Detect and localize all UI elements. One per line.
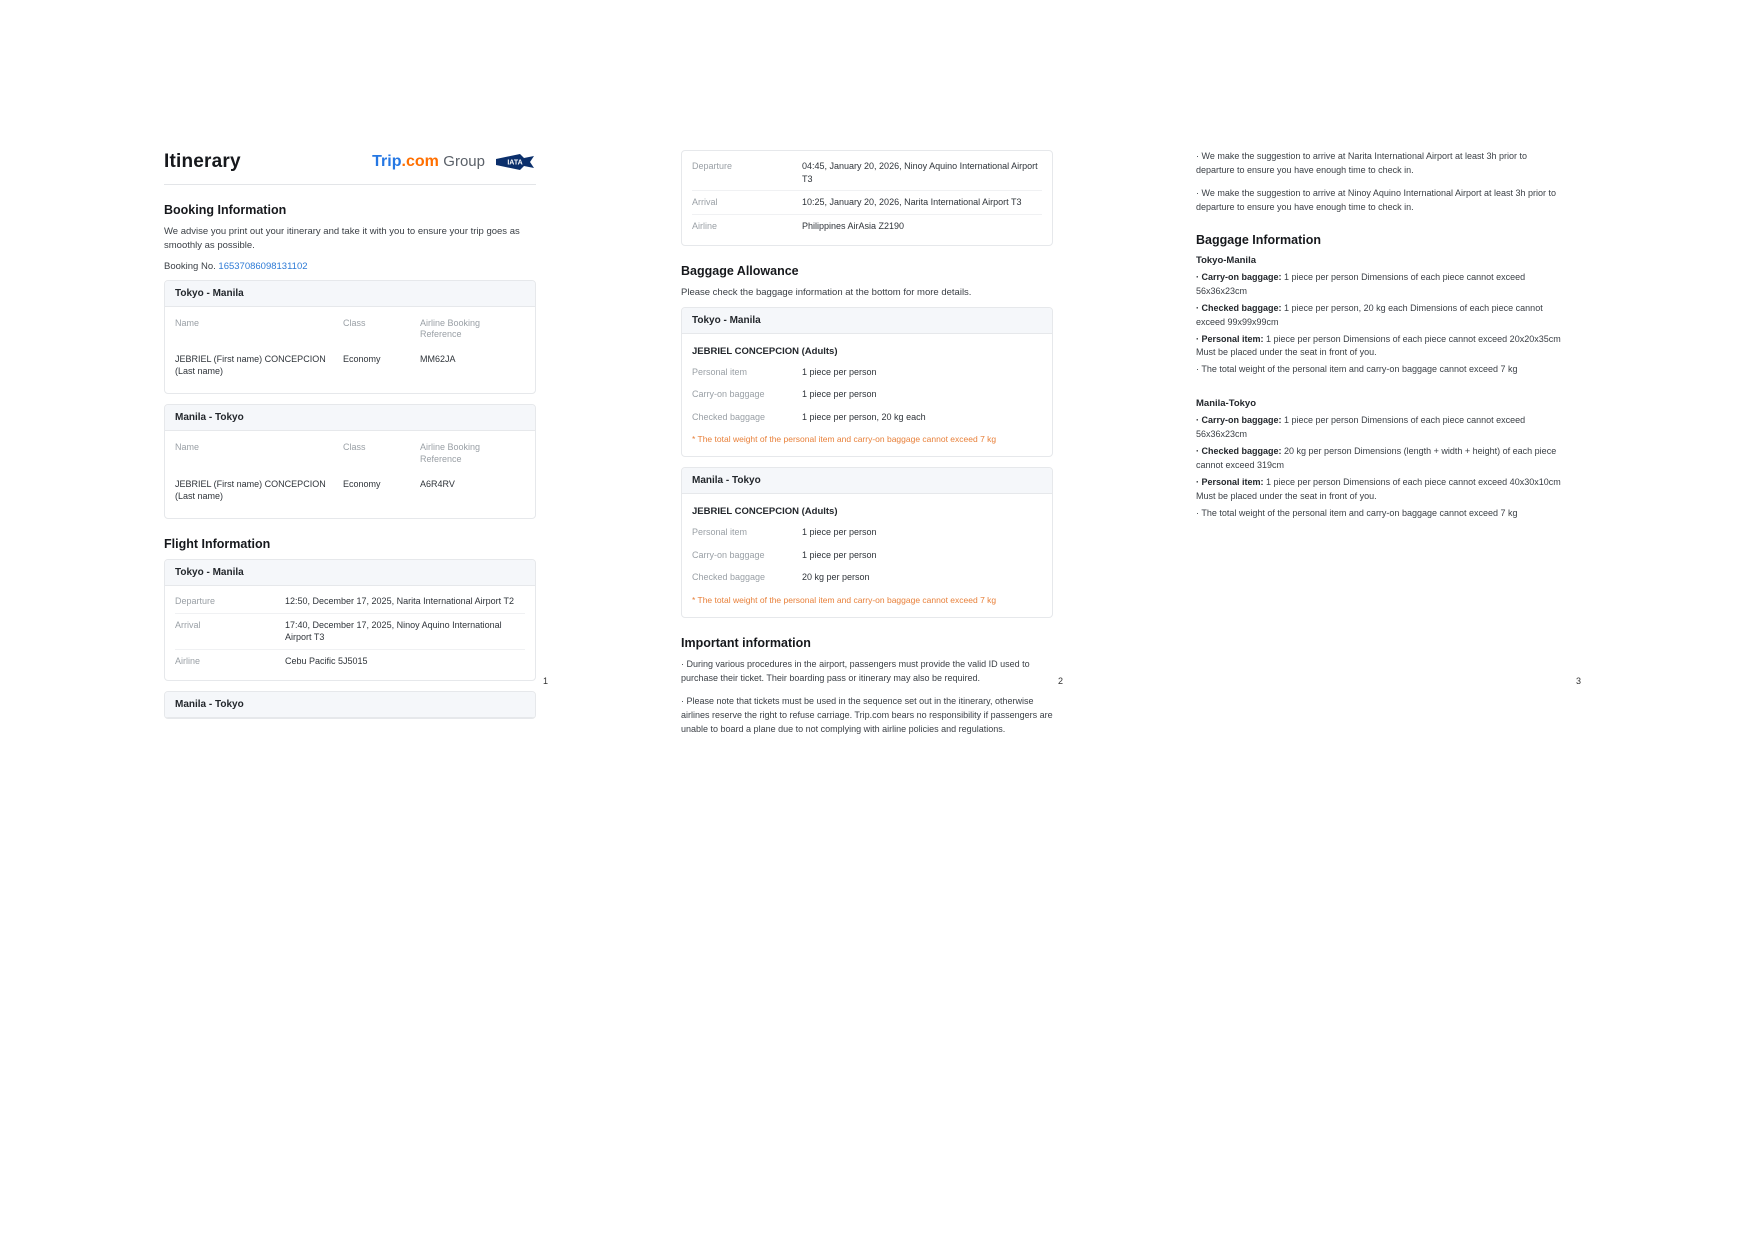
flight-airline-row bbox=[175, 649, 525, 673]
flight-arrival-row bbox=[692, 190, 1042, 214]
flight-departure-value: 04:45, January 20, 2026, Ninoy Aquino International Airport T3 bbox=[802, 161, 1038, 184]
baggage-checked-label: Checked baggage bbox=[692, 572, 766, 583]
baggage-information-heading: Baggage Information bbox=[1196, 232, 1322, 247]
flight-arrival-value: 17:40, December 17, 2025, Ninoy Aquino International Airport T3 bbox=[285, 619, 502, 643]
baggage-allowance-heading: Baggage Allowance bbox=[681, 264, 799, 279]
baggage-info-item-label: · Checked baggage: bbox=[1196, 302, 1282, 313]
arrival-suggestion-narita: · We make the suggestion to arrive at Narita International Airport at least 3h prior to departure to ensure you have enough time to check in. bbox=[1196, 151, 1528, 175]
iata-logo-icon bbox=[494, 150, 536, 174]
baggage-allowance-intro: Please check the baggage information at the bottom for more details. bbox=[681, 287, 972, 299]
flight-airline-value: Philippines AirAsia Z2190 bbox=[802, 220, 905, 231]
flight-card-body bbox=[682, 151, 1052, 245]
table-header-row bbox=[175, 311, 525, 347]
booking-advice-text: We advise you print out your itinerary and take it with you to ensure your trip goes as smoothly as possible. bbox=[164, 226, 520, 252]
flight-arrival-row bbox=[175, 613, 525, 649]
group-divider bbox=[1196, 386, 1568, 398]
baggage-info-item bbox=[1196, 414, 1568, 442]
flight-airline-label: Airline bbox=[175, 655, 201, 666]
passenger-name: JEBRIEL CONCEPCION (Adults) bbox=[692, 506, 838, 518]
page-number-2: 2 bbox=[1058, 676, 1064, 686]
baggage-info-item bbox=[1196, 302, 1568, 330]
baggage-info-item-text: 1 piece per person Dimensions of each piece cannot exceed 20x20x35cm Must be placed under the seat in front of you. bbox=[1196, 333, 1561, 358]
baggage-checked-row bbox=[692, 406, 1042, 429]
baggage-info-item-label: · Checked baggage: bbox=[1196, 446, 1282, 457]
baggage-info-item-text: 1 piece per person Dimensions of each piece cannot exceed 40x30x10cm Must be placed under the seat in front of you. bbox=[1196, 477, 1561, 501]
cell-class: Economy bbox=[343, 478, 381, 489]
important-information-heading: Important information bbox=[681, 635, 811, 650]
booking-card-manila-tokyo bbox=[164, 404, 536, 519]
brand-group-text: Group bbox=[443, 153, 485, 170]
baggage-personal-item-label: Personal item bbox=[692, 527, 748, 538]
flight-airline-value: Cebu Pacific 5J5015 bbox=[285, 655, 368, 666]
baggage-carryon-row bbox=[692, 544, 1042, 567]
baggage-info-item bbox=[1196, 271, 1568, 299]
baggage-card-body bbox=[682, 334, 1052, 457]
col-name: Name bbox=[175, 317, 200, 328]
page-number-3: 3 bbox=[1576, 676, 1582, 686]
baggage-info-route: Tokyo-Manila bbox=[1196, 254, 1256, 266]
important-info-item: · Please note that tickets must be used in the sequence set out in the itinerary, otherwise airlines reserve the right to refuse carriage. Trip.com bears no responsibility if passengers are unable to board a plane due to not complying with airline policies and regulations. bbox=[681, 695, 1053, 734]
baggage-personal-item-label: Personal item bbox=[692, 366, 748, 377]
baggage-personal-item-value: 1 piece per person bbox=[802, 527, 877, 538]
col-class: Class bbox=[343, 442, 366, 453]
baggage-info-item bbox=[1196, 333, 1568, 361]
baggage-info-item-text: 20 kg per person Dimensions (length + width + height) of each piece cannot exceed 319cm bbox=[1196, 446, 1557, 471]
baggage-personal-item-row bbox=[692, 361, 1042, 384]
arrival-suggestion-manila: · We make the suggestion to arrive at Ninoy Aquino International Airport at least 3h prior to departure to ensure you have enough time to check in. bbox=[1196, 187, 1557, 212]
booking-information-heading: Booking Information bbox=[164, 203, 287, 217]
baggage-info-item-label: · Personal item: bbox=[1196, 477, 1264, 488]
baggage-weight-note: * The total weight of the personal item and carry-on baggage cannot exceed 7 kg bbox=[692, 595, 997, 606]
booking-card-tokyo-manila bbox=[164, 280, 536, 395]
page-3 bbox=[1196, 150, 1568, 530]
passenger-name: JEBRIEL CONCEPCION (Adults) bbox=[692, 345, 838, 357]
flight-airline-label: Airline bbox=[692, 220, 718, 231]
baggage-card-tokyo-manila bbox=[681, 307, 1053, 458]
tripcom-wordmark bbox=[372, 153, 485, 171]
baggage-info-item-label: · Personal item: bbox=[1196, 333, 1264, 344]
cell-reference: MM62JA bbox=[420, 354, 456, 365]
brand-dotcom-text: .com bbox=[401, 153, 439, 170]
baggage-info-item-label: · Carry-on baggage: bbox=[1196, 415, 1282, 426]
baggage-info-item bbox=[1196, 507, 1568, 521]
booking-card-body bbox=[165, 307, 535, 394]
baggage-checked-value: 1 piece per person, 20 kg each bbox=[802, 411, 926, 422]
svg-text:IATA: IATA bbox=[507, 159, 523, 167]
table-header-row bbox=[175, 435, 525, 471]
page-1 bbox=[164, 150, 536, 729]
brand-trip-text: Trip bbox=[372, 153, 402, 170]
baggage-info-item bbox=[1196, 363, 1568, 377]
cell-class: Economy bbox=[343, 354, 381, 365]
baggage-info-group-manila-tokyo bbox=[1196, 398, 1568, 521]
col-airline-booking-reference: Airline Booking Reference bbox=[420, 317, 481, 340]
flight-arrival-label: Arrival bbox=[175, 619, 201, 630]
booking-card-body bbox=[165, 431, 535, 518]
flight-departure-label: Departure bbox=[175, 596, 216, 607]
flight-information-heading: Flight Information bbox=[164, 537, 271, 552]
cell-reference: A6R4RV bbox=[420, 478, 455, 489]
flight-arrival-value: 10:25, January 20, 2026, Narita International Airport T3 bbox=[802, 197, 1022, 208]
flight-card-tokyo-manila bbox=[164, 559, 536, 681]
booking-card-route: Tokyo - Manila bbox=[165, 281, 535, 307]
table-row bbox=[175, 472, 525, 510]
flight-card-manila-tokyo-partial bbox=[164, 691, 536, 719]
baggage-carryon-label: Carry-on baggage bbox=[692, 389, 765, 400]
baggage-carryon-label: Carry-on baggage bbox=[692, 549, 765, 560]
flight-departure-row bbox=[692, 155, 1042, 190]
baggage-weight-note: * The total weight of the personal item and carry-on baggage cannot exceed 7 kg bbox=[692, 434, 997, 445]
col-airline-booking-reference: Airline Booking Reference bbox=[420, 442, 481, 465]
col-name: Name bbox=[175, 442, 200, 453]
flight-arrival-label: Arrival bbox=[692, 197, 718, 208]
cell-name: JEBRIEL (First name) CONCEPCION (Last name) bbox=[175, 478, 326, 501]
baggage-card-manila-tokyo bbox=[681, 467, 1053, 618]
baggage-card-body bbox=[682, 494, 1052, 617]
flight-card-route: Tokyo - Manila bbox=[165, 560, 535, 586]
baggage-info-item-text: 1 piece per person Dimensions of each piece cannot exceed 56x36x23cm bbox=[1196, 271, 1526, 296]
booking-table bbox=[175, 435, 525, 510]
baggage-info-item-text: 1 piece per person Dimensions of each piece cannot exceed 56x36x23cm bbox=[1196, 415, 1526, 440]
baggage-carryon-row bbox=[692, 383, 1042, 406]
flight-card-manila-tokyo-continued bbox=[681, 150, 1053, 246]
flight-departure-row bbox=[175, 590, 525, 613]
flight-departure-label: Departure bbox=[692, 161, 733, 171]
baggage-personal-item-row bbox=[692, 521, 1042, 544]
booking-number-line bbox=[164, 260, 536, 274]
flight-card-route: Manila - Tokyo bbox=[165, 692, 535, 718]
baggage-personal-item-value: 1 piece per person bbox=[802, 366, 877, 377]
booking-card-route: Manila - Tokyo bbox=[165, 405, 535, 431]
baggage-info-item-label: · Carry-on baggage: bbox=[1196, 271, 1282, 282]
baggage-info-item-text: 1 piece per person, 20 kg each Dimensions of each piece cannot exceed 99x99x99cm bbox=[1196, 302, 1543, 327]
baggage-info-item bbox=[1196, 476, 1568, 504]
cell-name: JEBRIEL (First name) CONCEPCION (Last name) bbox=[175, 354, 326, 377]
flight-departure-value: 12:50, December 17, 2025, Narita International Airport T2 bbox=[285, 596, 514, 607]
page-number-1: 1 bbox=[543, 676, 549, 686]
brand-logo bbox=[372, 150, 536, 174]
baggage-info-item-text: · The total weight of the personal item and carry-on baggage cannot exceed 7 kg bbox=[1196, 507, 1518, 518]
booking-table bbox=[175, 311, 525, 386]
baggage-checked-value: 20 kg per person bbox=[802, 572, 870, 583]
important-info-item: · During various procedures in the airport, passengers must provide the valid ID used to purchase their ticket. Their boarding pass or itinerary may also be required. bbox=[681, 658, 1030, 683]
booking-number-value: 16537086098131102 bbox=[218, 260, 308, 272]
page-2 bbox=[681, 150, 1053, 746]
baggage-card-route: Manila - Tokyo bbox=[682, 468, 1052, 494]
baggage-carryon-value: 1 piece per person bbox=[802, 549, 877, 560]
baggage-info-route: Manila-Tokyo bbox=[1196, 398, 1256, 410]
baggage-checked-label: Checked baggage bbox=[692, 411, 766, 422]
booking-number-label: Booking No. bbox=[164, 260, 216, 272]
baggage-carryon-value: 1 piece per person bbox=[802, 389, 877, 400]
flight-airline-row bbox=[692, 214, 1042, 238]
baggage-checked-row bbox=[692, 566, 1042, 589]
baggage-info-item-text: · The total weight of the personal item and carry-on baggage cannot exceed 7 kg bbox=[1196, 364, 1518, 375]
flight-card-body bbox=[165, 586, 535, 680]
baggage-info-item bbox=[1196, 445, 1568, 473]
document-header bbox=[164, 150, 536, 185]
col-class: Class bbox=[343, 317, 366, 328]
baggage-info-group-tokyo-manila bbox=[1196, 255, 1568, 378]
baggage-card-route: Tokyo - Manila bbox=[682, 308, 1052, 334]
table-row bbox=[175, 347, 525, 385]
page-title: Itinerary bbox=[164, 151, 241, 172]
